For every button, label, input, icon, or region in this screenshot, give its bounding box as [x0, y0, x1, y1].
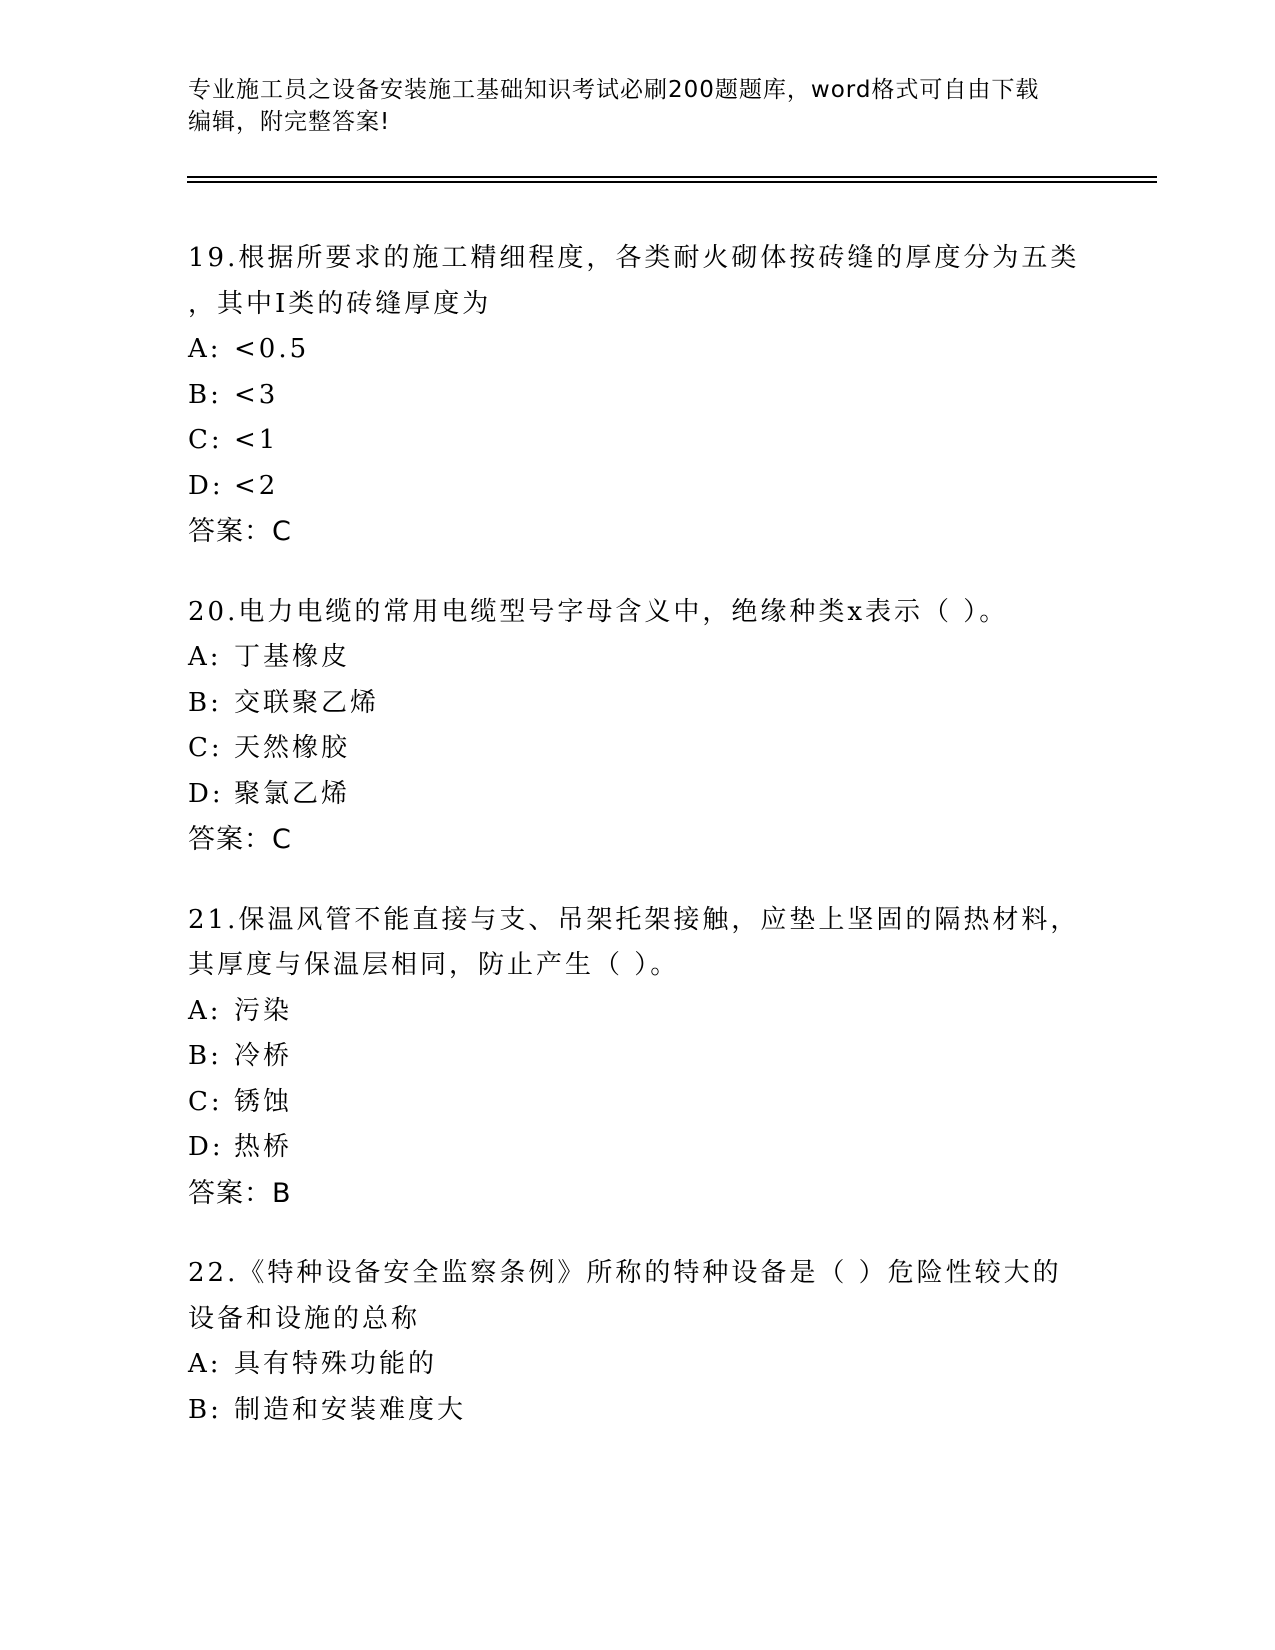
- option-a: [188, 635, 1088, 681]
- option-c: [188, 726, 1088, 772]
- option-letter: D:: [188, 778, 224, 809]
- question-text: 设备和设施的总称: [188, 1303, 421, 1334]
- answer-line: 答案：B: [188, 1177, 292, 1209]
- option-letter: D:: [188, 1132, 224, 1162]
- option-text: 锈蚀: [234, 1086, 293, 1117]
- option-text: 聚氯乙烯: [234, 778, 351, 809]
- option-a: [188, 989, 1088, 1035]
- option-letter: A:: [188, 1349, 222, 1379]
- option-letter: B:: [188, 687, 222, 718]
- option-letter: B:: [188, 1394, 222, 1425]
- answer-line: 答案：C: [188, 824, 292, 855]
- header-line-1: 专业施工员之设备安装施工基础知识考试必刷200题题库，word格式可自由下载: [188, 77, 1040, 103]
- question-text: 20.电力电缆的常用电缆型号字母含义中，绝缘种类x表示（ ）。: [188, 596, 1009, 627]
- question-text: 其厚度与保温层相同，防止产生（ ）。: [188, 950, 680, 980]
- option-text: <2: [234, 470, 279, 501]
- question-19: [188, 236, 1088, 555]
- option-a: [188, 327, 1088, 373]
- question-21: [188, 898, 1088, 1217]
- option-b: [188, 373, 1088, 419]
- option-b: [188, 681, 1088, 727]
- option-b: [188, 1388, 1088, 1434]
- option-c: [188, 1080, 1088, 1126]
- option-text: <0.5: [234, 334, 310, 364]
- question-text: ，其中Ⅰ类的砖缝厚度为: [188, 288, 492, 319]
- option-a: [188, 1342, 1088, 1388]
- option-text: <1: [234, 425, 279, 455]
- header-divider-top: [187, 176, 1157, 178]
- option-b: [188, 1034, 1088, 1080]
- document-header: [188, 74, 1068, 138]
- option-letter: A:: [188, 642, 222, 672]
- option-text: 丁基橡皮: [234, 642, 351, 672]
- option-text: 冷桥: [234, 1041, 293, 1071]
- question-list: [188, 236, 1088, 1468]
- option-text: 污染: [234, 995, 293, 1026]
- option-letter: C:: [188, 1086, 223, 1117]
- option-d: [188, 772, 1088, 818]
- option-d: [188, 464, 1088, 510]
- option-text: 交联聚乙烯: [234, 687, 380, 718]
- header-line-2: 编辑，附完整答案!: [188, 109, 391, 135]
- option-letter: C:: [188, 425, 223, 455]
- option-letter: A:: [188, 334, 222, 364]
- option-text: <3: [234, 379, 279, 410]
- question-22: [188, 1251, 1088, 1433]
- option-d: [188, 1125, 1088, 1171]
- option-text: 具有特殊功能的: [234, 1349, 438, 1379]
- option-letter: D:: [188, 470, 224, 501]
- option-text: 制造和安装难度大: [234, 1394, 467, 1425]
- option-letter: B:: [188, 379, 222, 410]
- question-text: 22.《特种设备安全监察条例》所称的特种设备是（ ）危险性较大的: [188, 1258, 1062, 1288]
- option-text: 热桥: [234, 1132, 293, 1162]
- question-text: 19.根据所要求的施工精细程度，各类耐火砌体按砖缝的厚度分为五类: [188, 243, 1080, 273]
- question-20: [188, 590, 1088, 863]
- answer-line: 答案：C: [188, 516, 292, 547]
- question-text: 21.保温风管不能直接与支、吊架托架接触，应垫上坚固的隔热材料，: [188, 904, 1080, 935]
- option-letter: A:: [188, 995, 222, 1026]
- header-divider-bottom: [187, 181, 1157, 183]
- option-c: [188, 418, 1088, 464]
- option-letter: B:: [188, 1041, 222, 1071]
- option-letter: C:: [188, 733, 223, 763]
- option-text: 天然橡胶: [234, 733, 351, 763]
